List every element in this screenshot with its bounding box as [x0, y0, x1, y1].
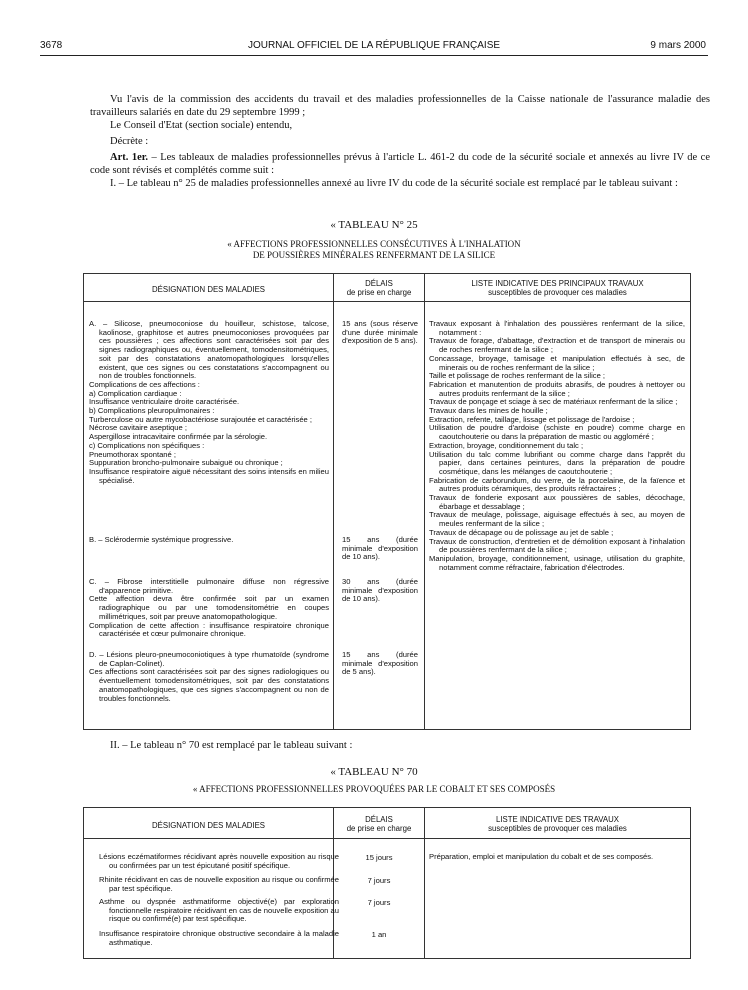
maladie-a-line: Insuffisance ventriculaire droite caractérisée. [89, 397, 240, 407]
travaux-item: Utilisation du talc comme lubrifiant ou comme charge dans l'apprêt du papier, dans certaines peintures, dans la préparation de poudre cosmétique, dans les mélanges de caoutchouterie ; [429, 449, 685, 476]
table25-header-maladies: DÉSIGNATION DES MALADIES [152, 285, 265, 294]
table70-header-rule [84, 838, 690, 839]
maladie-a-line: Aspergillose intracavitaire confirmée par la sérologie. [89, 432, 268, 442]
maladie-d-line: D. – Lésions pleuro-pneumoconiotiques à type rhumatoïde (syndrome de Caplan-Colinet). [89, 650, 329, 668]
maladie-c-line: C. – Fibrose interstitielle pulmonaire diffuse non régressive d'apparence primitive. [89, 577, 329, 595]
travaux-item: Travaux de meulage, polissage, aiguisage effectués à sec, au moyen de meules renfermant de la silice ; [429, 510, 685, 529]
table70-header-delais [334, 815, 424, 833]
table25 [83, 273, 691, 730]
conseil-paragraph: Le Conseil d'Etat (section sociale) entendu, [110, 120, 293, 131]
article-1-label: Art. 1er. [110, 152, 149, 163]
table70-delai-2: 7 jours [367, 876, 391, 885]
table25-maladie-b: B. – Sclérodermie systémique progressive. [89, 535, 234, 544]
maladie-a-line: a) Complication cardiaque : [89, 388, 182, 398]
header-rule [40, 55, 708, 56]
table25-header-delais [334, 279, 424, 297]
table25-subtitle-1: « AFFECTIONS PROFESSIONNELLES CONSÉCUTIVES À L'INHALATION [227, 239, 521, 249]
maladie-a-line: Pneumothorax spontané ; [89, 449, 176, 459]
maladie-a-line: Turberculose ou autre mycobactériose surajoutée et caractérisée ; [89, 414, 313, 424]
table25-title: « TABLEAU N° 25 [330, 219, 418, 231]
table25-subtitle-2: DE POUSSIÈRES MINÉRALES RENFERMANT DE LA SILICE [252, 250, 496, 260]
maladie-a-line: Suppuration broncho-pulmonaire subaiguë ou chronique ; [89, 458, 283, 468]
point-1: I. – Le tableau n° 25 de maladies professionnelles annexé au livre IV du code de la sécurité sociale est remplacé par le tableau suivant : [110, 178, 678, 189]
table25-header-delais-1: DÉLAIS [365, 279, 393, 288]
table25-col-sep-1 [333, 274, 334, 729]
table25-header-travaux-2: susceptibles de provoquer ces maladies [488, 288, 627, 297]
table25-col-sep-2 [424, 274, 425, 729]
table25-header-delais-2: de prise en charge [346, 288, 412, 297]
travaux-item: Extraction, broyage, conditionnement du talc ; [429, 440, 584, 450]
maladie-d-line: Ces affections sont caractérisées soit par des signes radiologiques ou éventuellement tomodensitométriques, soit par des constatations anatomopathologiques, que ces signes s'accompagnent ou non de troubles fonctionnels. [89, 667, 329, 703]
article-1-text: – Les tableaux de maladies professionnelles prévus à l'article L. 461-2 du code de la sécurité sociale et annexés au livre IV de ce code sont révisés et complétés comme suit : [90, 152, 710, 176]
page-number: 3678 [40, 40, 63, 51]
table70-travaux: Préparation, emploi et manipulation du cobalt et de ses composés. [429, 852, 654, 861]
table25-maladie-a [89, 320, 329, 485]
travaux-item: Concassage, broyage, tamisage et manipulation effectués à sec, de minerais ou de roches renfermant de la silice ; [429, 353, 685, 372]
travaux-item: Utilisation de poudre d'ardoise (schiste en poudre) comme charge en caoutchouterie ou dans la préparation de mastic ou aggloméré ; [429, 423, 685, 442]
table25-header-rule [84, 301, 690, 302]
table70-maladie-1: Lésions eczématiformes récidivant après nouvelle exposition au risque ou confirmées par un test épicutané positif spécifique. [99, 852, 339, 870]
table70-header-travaux [425, 815, 690, 833]
table25-delai-d: 15 ans (durée minimale d'exposition de 5 ans). [342, 650, 418, 677]
maladie-a-line: b) Complications pleuropulmonaires : [89, 406, 215, 416]
travaux-item: Travaux de décapage ou de polissage au jet de sable ; [429, 527, 614, 537]
table70-header-travaux-2: susceptibles de provoquer ces maladies [488, 824, 627, 833]
table25-delai-c: 30 ans (durée minimale d'exposition de 10 ans). [342, 577, 418, 604]
table70-maladie-3: Asthme ou dyspnée asthmatiforme objectivé(e) par exploration fonctionnelle respiratoire récidivant en cas de nouvelle exposition au risque ou confirmé(e) par test spécifique. [99, 897, 339, 924]
table70-header-travaux-1: LISTE INDICATIVE DES TRAVAUX [496, 815, 619, 824]
table25-delai-a: 15 ans (sous réserve d'une durée minimale d'exposition de 5 ans). [342, 319, 418, 346]
maladie-c-line: Complication de cette affection : insuffisance respiratoire chronique caractérisée et cœur pulmonaire chronique. [89, 620, 329, 639]
table70-maladie-2: Rhinite récidivant en cas de nouvelle exposition au risque ou confirmée par test spécifique. [99, 875, 339, 893]
table70 [83, 807, 691, 959]
table25-travaux [429, 320, 685, 572]
table25-header-travaux [425, 279, 690, 297]
table70-header-delais-2: de prise en charge [346, 824, 412, 833]
article-1 [90, 151, 710, 177]
travaux-item: Travaux de fonderie exposant aux poussières de sables, décochage, ébarbage et dessablage ; [429, 493, 685, 511]
travaux-item: Travaux dans les mines de houille ; [429, 406, 548, 416]
decrete: Décrète : [110, 136, 149, 147]
maladie-a-line: Nécrose cavitaire aseptique ; [89, 423, 187, 433]
table25-maladie-d [89, 651, 329, 703]
table70-title: « TABLEAU N° 70 [330, 766, 418, 778]
table25-delai-b: 15 ans (durée minimale d'exposition de 10 ans). [342, 535, 418, 562]
point-2: II. – Le tableau n° 70 est remplacé par le tableau suivant : [110, 740, 353, 751]
table70-maladie-4: Insuffisance respiratoire chronique obstructive secondaire à la maladie asthmatique. [99, 929, 339, 947]
maladie-a-line: Insuffisance respiratoire aiguë nécessitant des soins intensifs en milieu spécialisé. [89, 466, 329, 485]
travaux-item: Fabrication et manutention de produits abrasifs, de poudres à nettoyer ou autres produits renfermant de la silice ; [429, 379, 685, 398]
table70-header-delais-1: DÉLAIS [365, 815, 393, 824]
maladie-a-line: c) Complications non spécifiques : [89, 440, 205, 450]
table25-header-travaux-1: LISTE INDICATIVE DES PRINCIPAUX TRAVAUX [471, 279, 644, 288]
table70-delai-3: 7 jours [367, 898, 391, 907]
issue-date: 9 mars 2000 [650, 40, 706, 51]
table70-delai-1: 15 jours [365, 853, 393, 862]
travaux-item: Travaux exposant à l'inhalation des poussières renfermant de la silice, notamment : [429, 319, 685, 337]
travaux-item: Taille et polissage de roches renfermant de la silice ; [429, 371, 606, 381]
travaux-item: Travaux de ponçage et sciage à sec de matériaux renfermant de la silice ; [429, 397, 678, 407]
table70-header-maladies: DÉSIGNATION DES MALADIES [152, 821, 265, 830]
maladie-a-line: Complications de ces affections : [89, 379, 200, 389]
table70-delai-4: 1 an [371, 930, 387, 939]
travaux-item: Extraction, refente, taillage, lissage et polissage de l'ardoise ; [429, 414, 635, 424]
travaux-item: Manipulation, broyage, conditionnement, usinage, utilisation du graphite, notamment comme réfractaire, fabrication d'électrodes. [429, 553, 685, 572]
travaux-item: Travaux de forage, d'abattage, d'extraction et de transport de minerais ou de roches renfermant de la silice ; [429, 336, 685, 355]
maladie-a-line: A. – Silicose, pneumoconiose du houilleur, schistose, talcose, kaolinose, graphitose et autres pneumoconioses provoquées par ces poussières ; ces affections sont caractérisées soit par des signes radiographiques ou, éventuellement, tomodensitométriques, soit par des constatations anatomopathologiques lorsqu'elles existent, que ces signes ou ces constatations s'accompagnent ou non de troubles fonctionnels. [89, 319, 329, 381]
travaux-item: Travaux de construction, d'entretien et de démolition exposant à l'inhalation de poussières renfermant de la silice ; [429, 536, 685, 555]
journal-title: JOURNAL OFFICIEL DE LA RÉPUBLIQUE FRANÇAISE [247, 40, 501, 51]
table70-subtitle: « AFFECTIONS PROFESSIONNELLES PROVOQUÉES PAR LE COBALT ET SES COMPOSÉS [192, 784, 556, 794]
table25-maladie-c [89, 578, 329, 639]
vu-paragraph: Vu l'avis de la commission des accidents du travail et des maladies professionnelles de la Caisse nationale de l'assurance maladie des travailleurs salariés en date du 29 septembre 1999 ; [90, 94, 710, 118]
maladie-c-line: Cette affection devra être confirmée soit par un examen radiographique ou par une tomodensitométrie en coupes millimétriques, soit par preuve anatomopathologique. [89, 594, 329, 621]
travaux-item: Fabrication de carborundum, du verre, de la porcelaine, de la faïence et autres produits céramiques, des produits réfractaires ; [429, 475, 685, 494]
